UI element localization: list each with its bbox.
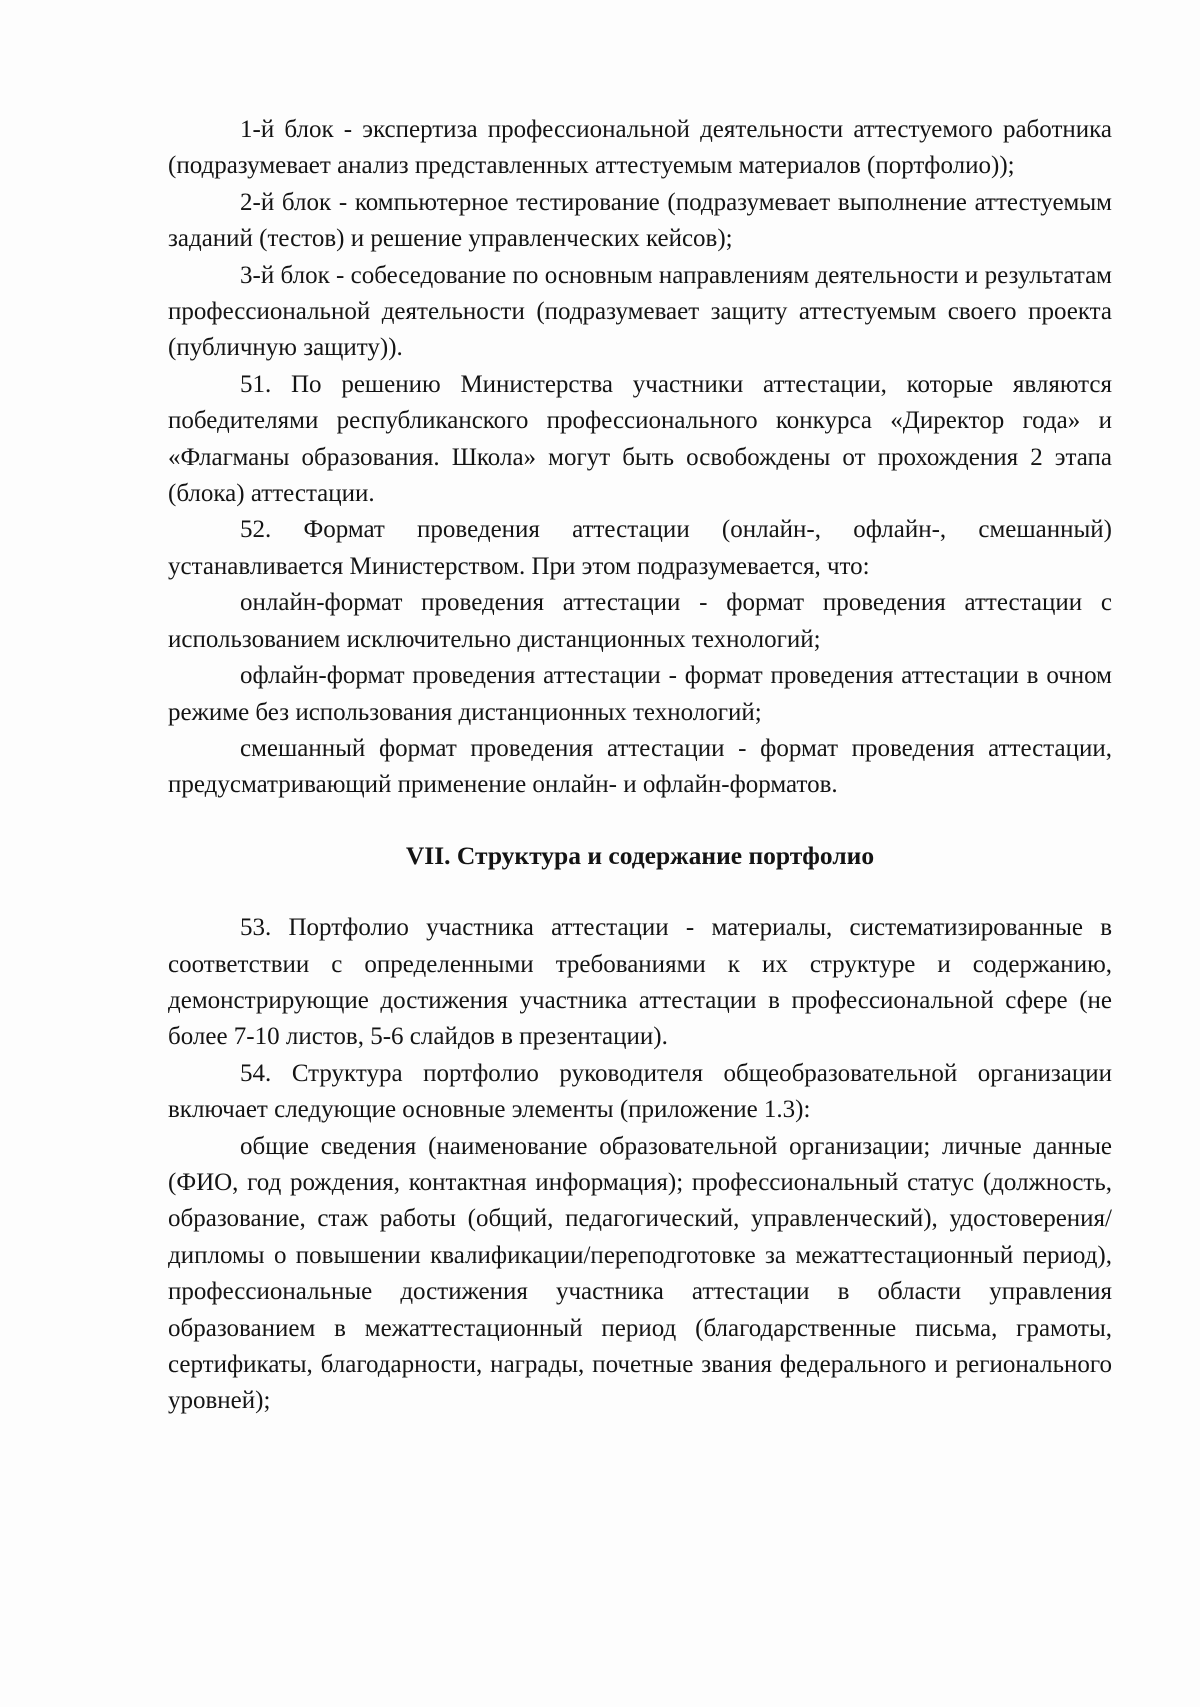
paragraph-offline-format: офлайн-формат проведения аттестации - формат проведения аттестации в очном режиме без использования дистанционных технологий; (168, 662, 1112, 726)
section-heading: VII. Структура и содержание портфолио (405, 840, 875, 870)
paragraph-online-format: онлайн-формат проведения аттестации - формат проведения аттестации с использованием исключительно дистанционных технологий; (168, 589, 1112, 653)
paragraph-clause-51: 51. По решению Министерства участники аттестации, которые являются победителями республиканского профессионального конкурса «Директор года» и «Флагманы образования. Школа» могут быть освобождены от прохождения 2 этапа (блока) аттестации. (168, 370, 1112, 508)
paragraph-clause-53: 53. Портфолио участника аттестации - материалы, систематизированные в соответствии с определенными требованиями к их структуре и содержанию, демонстрирующие достижения участника аттестации в профессиональной сфере (не более 7-10 листов, 5-6 слайдов в презентации). (168, 914, 1112, 1051)
paragraph-block-3: 3-й блок - собеседование по основным направлениям деятельности и результатам профессиональной деятельности (подразумевает защиту аттестуемым своего проекта (публичную защиту)). (168, 261, 1112, 362)
document-body (168, 112, 1112, 1420)
paragraph-general-info: общие сведения (наименование образовательной организации; личные данные (ФИО, год рождения, контактная информация); профессиональный статус (должность, образование, стаж работы (общий, педагогический, управленческий), удостоверения/дипломы о повышении квалификации/переподготовке за межаттестационный период), профессиональные достижения участника аттестации в области управления образованием в межаттестационный период (благодарственные письма, грамоты, сертификаты, благодарности, награды, почетные звания федерального и регионального уровней); (168, 1132, 1112, 1415)
paragraph-block-2: 2-й блок - компьютерное тестирование (подразумевает выполнение аттестуемым заданий (тестов) и решение управленческих кейсов); (168, 188, 1112, 253)
paragraph-clause-52: 52. Формат проведения аттестации (онлайн-, офлайн-, смешанный) устанавливается Министерством. При этом подразумевается, что: (168, 516, 1112, 580)
paragraph-clause-54: 54. Структура портфолио руководителя общеобразовательной организации включает следующие основные элементы (приложение 1.3): (168, 1059, 1112, 1124)
paragraph-mixed-format: смешанный формат проведения аттестации - формат проведения аттестации, предусматривающий применение онлайн- и офлайн-форматов. (168, 734, 1112, 799)
paragraph-block-1: 1-й блок - экспертиза профессиональной деятельности аттестуемого работника (подразумевает анализ представленных аттестуемым материалов (портфолио)); (168, 116, 1112, 180)
